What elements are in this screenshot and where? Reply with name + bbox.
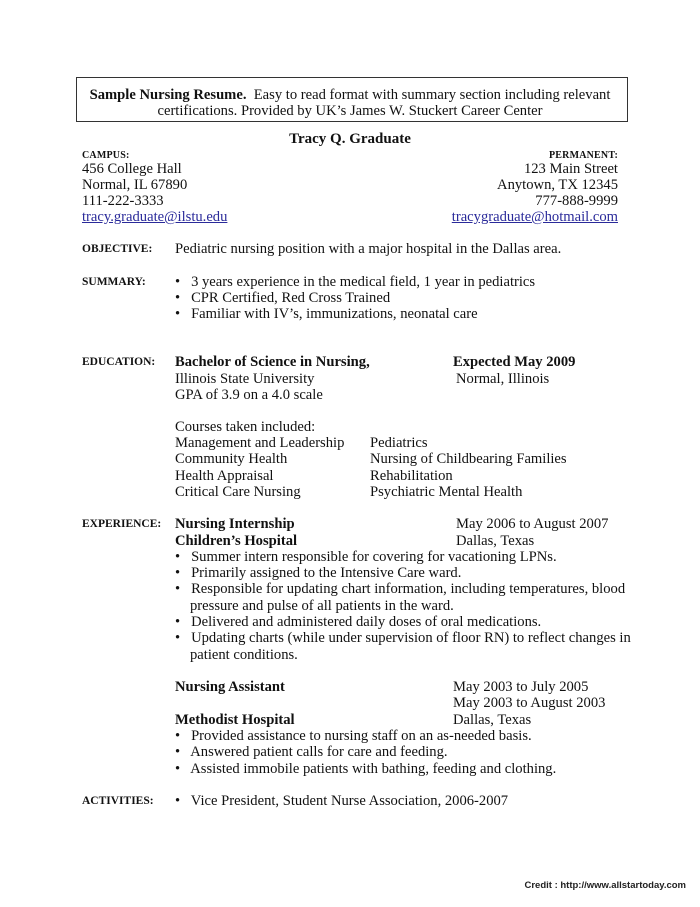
job-dates: May 2006 to August 2007 — [456, 516, 609, 532]
job-location: Dallas, Texas — [453, 712, 532, 728]
summary-item-text: 3 years experience in the medical field, 1 year in pediatrics — [191, 274, 536, 290]
job-bullet-text: Updating charts (while under supervision of floor RN) to reflect changes in — [191, 630, 631, 646]
candidate-name: Tracy Q. Graduate — [289, 131, 411, 147]
course: Rehabilitation — [370, 468, 453, 484]
gpa: GPA of 3.9 on a 4.0 scale — [175, 387, 323, 403]
course: Pediatrics — [370, 435, 428, 451]
school-location: Normal, Illinois — [456, 371, 550, 387]
summary-item-text: CPR Certified, Red Cross Trained — [191, 290, 391, 306]
course: Critical Care Nursing — [175, 484, 301, 500]
job-bullet-continuation: patient conditions. — [190, 647, 298, 663]
job-bullet: • Summer intern responsible for covering for vacationing LPNs. — [175, 549, 557, 565]
objective-text: Pediatric nursing position with a major hospital in the Dallas area. — [175, 241, 562, 257]
job-bullet: • Delivered and administered daily doses of oral medications. — [175, 614, 542, 630]
objective-label: OBJECTIVE: — [82, 243, 153, 255]
summary-item-text: Familiar with IV’s, immunizations, neonatal care — [191, 306, 478, 322]
job-bullet-continuation: pressure and pulse of all patients in the ward. — [190, 598, 454, 614]
course: Community Health — [175, 451, 288, 467]
course: Psychiatric Mental Health — [370, 484, 523, 500]
school: Illinois State University — [175, 371, 315, 387]
job-bullet-text: Summer intern responsible for covering for vacationing LPNs. — [191, 549, 557, 565]
permanent-email-link[interactable]: tracygraduate@hotmail.com — [451, 209, 618, 225]
job-bullet-text: Responsible for updating chart information, including temperatures, blood — [191, 581, 626, 597]
job-bullet: • Answered patient calls for care and feeding. — [175, 744, 448, 760]
summary-label: SUMMARY: — [82, 276, 146, 288]
job-bullet-text: Delivered and administered daily doses of oral medications. — [191, 614, 542, 630]
degree: Bachelor of Science in Nursing, — [175, 354, 370, 370]
permanent-label: PERMANENT: — [548, 150, 618, 161]
courses-heading: Courses taken included: — [175, 419, 316, 435]
expected-date: Expected May 2009 — [453, 354, 576, 370]
activity-item-text: Vice President, Student Nurse Association, 2006-2007 — [190, 793, 509, 809]
course: Nursing of Childbearing Families — [370, 451, 567, 467]
course: Management and Leadership — [175, 435, 345, 451]
campus-email-link[interactable]: tracy.graduate@ilstu.edu — [82, 209, 228, 225]
summary-item: • CPR Certified, Red Cross Trained — [175, 290, 391, 306]
job-dates: May 2003 to July 2005 — [453, 679, 589, 695]
campus-address2: Normal, IL 67890 — [82, 177, 188, 193]
campus-label: CAMPUS: — [82, 150, 130, 161]
permanent-address1: 123 Main Street — [523, 161, 618, 177]
job-title: Nursing Assistant — [175, 679, 285, 695]
job-bullet-text: Primarily assigned to the Intensive Care ward. — [191, 565, 462, 581]
campus-phone: 111-222-3333 — [82, 193, 164, 209]
job-bullet: • Primarily assigned to the Intensive Care ward. — [175, 565, 462, 581]
education-label: EDUCATION: — [82, 356, 156, 368]
job-bullet: • Responsible for updating chart information, including temperatures, blood — [175, 581, 626, 597]
permanent-address2: Anytown, TX 12345 — [497, 177, 618, 193]
permanent-phone: 777-888-9999 — [535, 193, 618, 209]
credit-watermark: Credit : http://www.allstartoday.com — [524, 880, 686, 891]
activity-item: • Vice President, Student Nurse Association, 2006-2007 — [175, 793, 509, 809]
activities-label: ACTIVITIES: — [82, 795, 154, 807]
job-bullet: • Updating charts (while under supervision of floor RN) to reflect changes in — [175, 630, 631, 646]
experience-label: EXPERIENCE: — [82, 518, 162, 530]
job-dates-2: May 2003 to August 2003 — [453, 695, 606, 711]
job-location: Dallas, Texas — [456, 533, 535, 549]
job-bullet-text: Answered patient calls for care and feeding. — [190, 744, 448, 760]
job-bullet: • Provided assistance to nursing staff on an as-needed basis. — [175, 728, 532, 744]
job-bullet-text: Assisted immobile patients with bathing, feeding and clothing. — [190, 761, 557, 777]
summary-item: • Familiar with IV’s, immunizations, neonatal care — [175, 306, 478, 322]
job-employer: Methodist Hospital — [175, 712, 295, 728]
banner-text: Easy to read format with summary section including relevant — [253, 87, 611, 103]
summary-item: • 3 years experience in the medical field, 1 year in pediatrics — [175, 274, 536, 290]
banner-bold: Sample Nursing Resume. — [89, 87, 247, 103]
job-employer: Children’s Hospital — [175, 533, 298, 549]
course: Health Appraisal — [175, 468, 274, 484]
campus-address1: 456 College Hall — [82, 161, 182, 177]
banner-line-2: certifications. Provided by UK’s James W. Stuckert Career Center — [157, 103, 543, 119]
job-bullet-text: Provided assistance to nursing staff on an as-needed basis. — [191, 728, 532, 744]
job-bullet: • Assisted immobile patients with bathing, feeding and clothing. — [175, 761, 557, 777]
job-title: Nursing Internship — [175, 516, 295, 532]
